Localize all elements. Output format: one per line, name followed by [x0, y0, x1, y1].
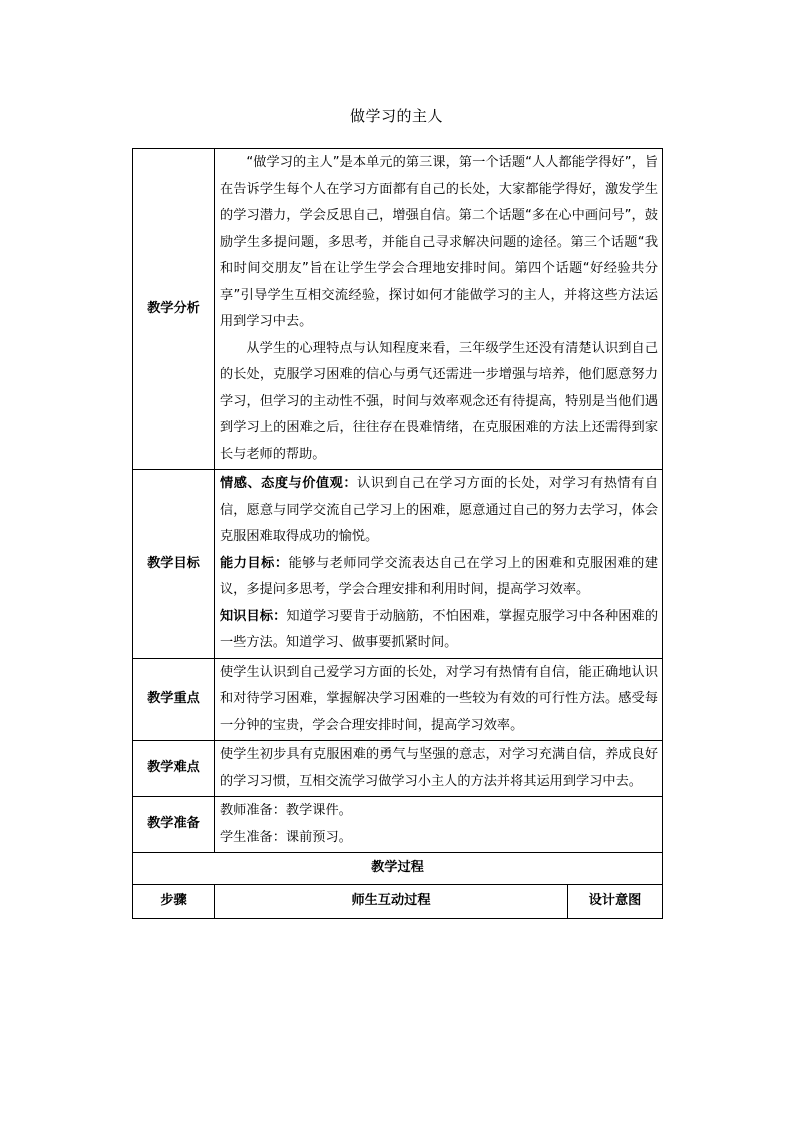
goal-ability — [220, 551, 658, 604]
focus-text: 使学生认识到自己爱学习方面的长处，对学习有热情有自信，能正确地认识和对待学习困难，掌握解决学习困难的一些较为有效的可行性方法。感受每一分钟的宝贵，学会合理安排时间，提高学习效率。 — [220, 664, 659, 733]
goal-emotion-text: 认识到自己在学习方面的长处，对学习有热情有自信，愿意与同学交流自己学习上的困难，愿意通过自己的努力去学习，体会克服困难取得成功的愉悦。 — [220, 476, 659, 544]
goal-emotion-lead: 情感、态度与价值观： — [220, 476, 358, 491]
row-process-header — [133, 853, 663, 885]
content-difficulty — [215, 741, 663, 797]
content-prep — [215, 797, 663, 853]
row-goals — [133, 470, 663, 659]
goal-knowledge — [220, 604, 658, 657]
row-difficulty — [133, 741, 663, 797]
content-focus — [215, 658, 663, 741]
analysis-paragraph-1: “做学习的主人”是本单元的第三课，第一个话题“人人都能学得好”，旨在告诉学生每个人在学习方面都有自己的长处，大家都能学得好，激发学生的学习潜力，学会反思自己，增强自信。第二个话题“多在心中画问号”，鼓励学生多提问题，多思考，并能自己寻求解决问题的途径。第三个话题“我和时间交朋友”旨在让学生学会合理地安排时间。第四个话题“好经验共分享”引导学生互相交流经验，探讨如何才能做学习的主人，并将这些方法运用到学习中去。 — [220, 155, 659, 329]
label-analysis: 教学分析 — [133, 149, 215, 470]
row-process-columns — [133, 885, 663, 919]
goal-ability-lead: 能力目标： — [220, 555, 289, 571]
label-difficulty: 教学难点 — [133, 741, 215, 797]
content-goals — [215, 470, 663, 659]
analysis-paragraph-2: 从学生的心理特点与认知程度来看，三年级学生还没有清楚认识到自己的长处，克服学习困难的信心与勇气还需进一步增强与培养，他们愿意努力学习，但学习的主动性不强，时间与效率观念还有待提高，特别是当他们遇到学习上的困难之后，往往存在畏难情绪，在克服困难的方法上还需得到家长与老师的帮助。 — [220, 340, 659, 462]
row-focus — [133, 658, 663, 741]
label-prep: 教学准备 — [133, 797, 215, 853]
row-prep — [133, 797, 663, 853]
lesson-plan-table — [132, 148, 663, 919]
difficulty-text: 使学生初步具有克服困难的勇气与坚强的意志，对学习充满自信，养成良好的学习习惯，互相交流学习做学习小主人的方法并将其运用到学习中去。 — [220, 747, 659, 789]
col-interaction: 师生互动过程 — [215, 885, 568, 919]
label-goals: 教学目标 — [133, 470, 215, 659]
goal-knowledge-lead: 知识目标： — [220, 608, 287, 624]
content-analysis — [215, 149, 663, 470]
label-focus: 教学重点 — [133, 658, 215, 741]
process-header: 教学过程 — [133, 853, 663, 885]
goal-knowledge-text: 知道学习要肯于动脑筋，不怕困难，掌握克服学习中各种困难的一些方法。知道学习、做事要抓紧时间。 — [220, 608, 659, 650]
goal-emotion — [220, 471, 658, 551]
col-intent: 设计意图 — [568, 885, 663, 919]
prep-student: 学生准备：课前预习。 — [220, 829, 352, 845]
prep-teacher: 教师准备：教学课件。 — [220, 803, 352, 818]
row-analysis — [133, 149, 663, 470]
goal-ability-text: 能够与老师同学交流表达自己在学习上的困难和克服困难的建议，多提问多思考，学会合理安排和利用时间，提高学习效率。 — [220, 555, 659, 597]
col-step: 步骤 — [133, 885, 215, 919]
page-title: 做学习的主人 — [349, 107, 443, 125]
